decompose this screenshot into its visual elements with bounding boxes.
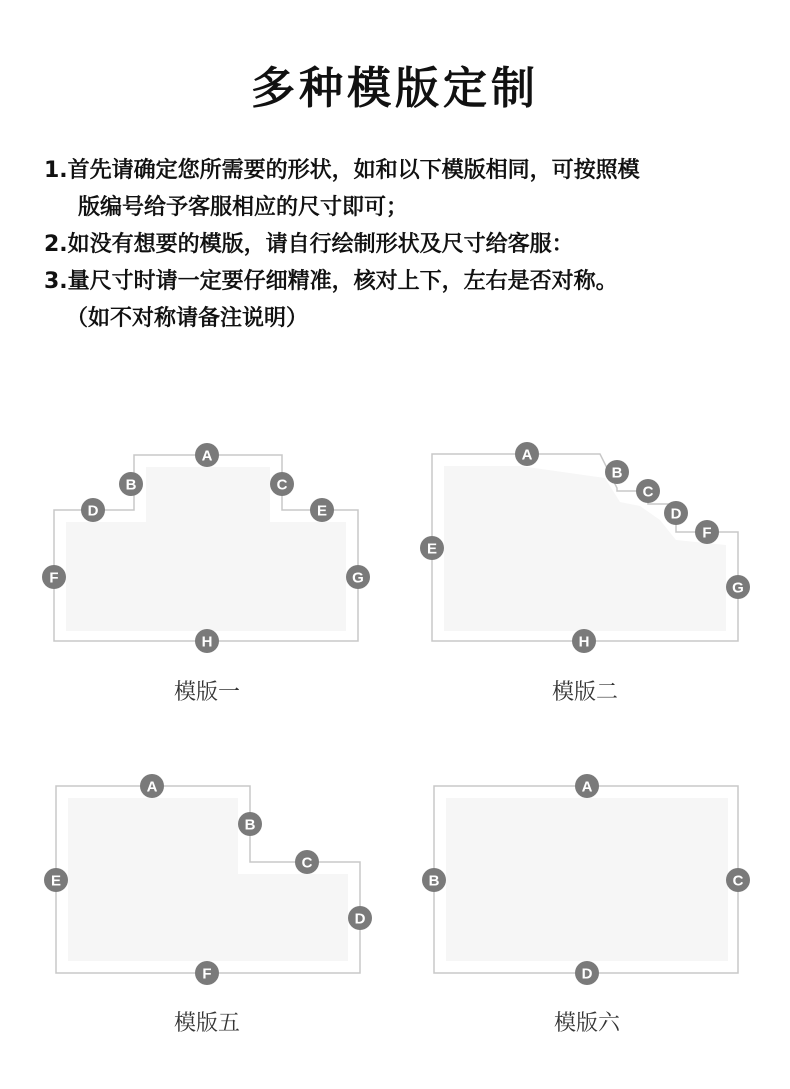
point-label-d: D [581, 965, 593, 983]
point-label-h: H [578, 633, 590, 651]
point-label-h: H [201, 633, 213, 651]
point-label-c: C [642, 483, 654, 501]
point-label-d: D [87, 502, 99, 520]
point-label-f: F [202, 965, 212, 983]
template-5-fill [68, 798, 348, 961]
point-label-e: E [426, 540, 438, 558]
page-title: 多种模版定制 [251, 63, 539, 114]
point-label-c: C [732, 872, 744, 890]
point-label-g: G [352, 569, 364, 587]
template-6-shape [434, 786, 738, 973]
template-6-fill [446, 798, 728, 961]
point-label-a: A [146, 778, 158, 796]
template-1-caption: 模版一 [173, 680, 240, 705]
template-6-caption: 模版六 [553, 1011, 620, 1036]
point-label-b: B [428, 872, 440, 890]
template-1-shape [54, 455, 358, 641]
point-label-b: B [125, 476, 137, 494]
point-label-c: C [301, 854, 313, 872]
point-label-a: A [581, 778, 593, 796]
point-label-b: B [244, 816, 256, 834]
template-2-fill [444, 466, 726, 631]
instruction-line-2: 2.如没有想要的模版，请自行绘制形状及尺寸给客服： [44, 232, 574, 257]
template-1-fill [66, 467, 346, 631]
point-label-f: F [49, 569, 59, 587]
template-2-shape [432, 454, 738, 641]
template-2-caption: 模版二 [551, 680, 618, 705]
instruction-line-1-cont: 版编号给予客服相应的尺寸即可； [78, 195, 409, 220]
instruction-line-3: 3.量尺寸时请一定要仔细精准，核对上下，左右是否对称。 [44, 269, 618, 294]
point-label-g: G [732, 579, 744, 597]
point-label-a: A [201, 447, 213, 465]
template-5-caption: 模版五 [173, 1011, 240, 1036]
point-label-e: E [50, 872, 62, 890]
point-label-c: C [276, 476, 288, 494]
instruction-line-1: 1.首先请确定您所需要的形状，如和以下模版相同，可按照模 [44, 158, 640, 183]
instruction-line-3-note: （如不对称请备注说明） [66, 306, 309, 331]
template-5-shape [56, 786, 360, 973]
point-label-d: D [670, 505, 682, 523]
point-label-b: B [611, 464, 623, 482]
point-label-d: D [354, 910, 366, 928]
point-label-a: A [521, 446, 533, 464]
point-label-f: F [702, 524, 712, 542]
point-label-e: E [316, 502, 328, 520]
